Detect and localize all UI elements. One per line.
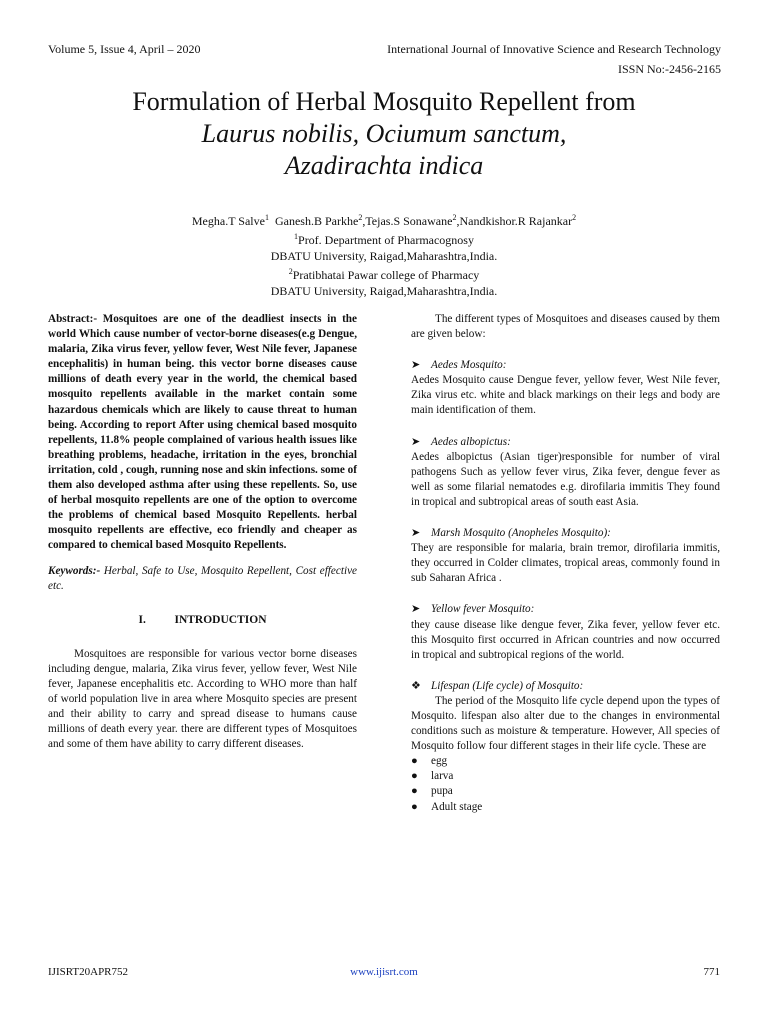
list-item: ● egg	[411, 754, 720, 769]
subheading-lifespan: ❖ Lifespan (Life cycle) of Mosquito:	[411, 679, 720, 694]
list-item: ● Adult stage	[411, 800, 720, 815]
journal-url-link[interactable]: www.ijisrt.com	[350, 966, 418, 978]
section-heading-introduction	[48, 613, 357, 628]
arrow-bullet-icon: ➤	[411, 435, 421, 448]
keywords-text: Herbal, Safe to Use, Mosquito Repellent, Cost effective etc.	[48, 564, 357, 592]
paper-code: IJISRT20APR752	[48, 966, 129, 978]
author-list: Megha.T Salve$^1$ Ganesh.B Parkhe$^2$,Tejas.S Sonawane$^2$,Nandkishor.R Rajankar$^2$	[191, 213, 577, 228]
issn: ISSN No:-2456-2165	[617, 62, 721, 76]
subheading-marsh-mosquito: ➤ Marsh Mosquito (Anopheles Mosquito):	[411, 526, 720, 541]
author-4: ,Nandkishor.R Rajankar	[456, 214, 573, 228]
marsh-mosquito-text: They are responsible for malaria, brain tremor, dirofilaria immitis, they occurred in Colder climates, tropical areas, commonly found in sub Saharan Africa .	[411, 542, 720, 585]
list-item: ● larva	[411, 769, 720, 784]
right-column	[411, 312, 720, 815]
lifespan-text: The period of the Mosquito life cycle depend upon the types of Mosquito. lifespan also alter due to the changes in environmental conditions such as moisture & temperature. However, All species of Mosquito follow four different stages in their life cycle. These are	[411, 694, 720, 753]
keywords	[48, 564, 357, 594]
introduction-paragraph: Mosquitoes are responsible for various vector borne diseases including dengue, malaria, Zika virus fever, yellow fever, West Nile fever, Japanese encephalitis etc. According to WHO more than half of world population live in area where Mosquito species are present and their ability to carry and spread disease to humans cause millions of death every year. there are different types of Mosquitoes and some of them have ability to carry different diseases.	[48, 647, 357, 751]
affiliation-1: $^1$Prof. Department of Pharmacognosy	[294, 232, 474, 247]
affiliation-1-university: DBATU University, Raigad,Maharashtra,India.	[270, 249, 498, 263]
affiliation-2-university: DBATU University, Raigad,Maharashtra,India.	[270, 284, 498, 298]
arrow-bullet-icon: ➤	[411, 603, 421, 616]
bullet-dot-icon: ●	[411, 770, 418, 783]
page-number: 771	[703, 966, 720, 978]
journal-name: International Journal of Innovative Science and Research Technology	[387, 42, 721, 56]
subheading-aedes: ➤ Aedes Mosquito:	[411, 358, 720, 373]
author-3: ,Tejas.S Sonawane	[362, 214, 453, 228]
aedes-albopictus-text: Aedes albopictus (Asian tiger)responsible for number of viral pathogens Such as yellow fever virus, Zika fever, dengue fever as well as some filarial nematodes e.g. dirofilaria immitis They found in tropical and subtropical areas of south east Asia.	[411, 450, 720, 508]
paper-title	[40, 86, 728, 182]
arrow-bullet-icon: ➤	[411, 527, 421, 540]
author-1: Megha.T Salve	[191, 214, 265, 228]
aedes-text: Aedes Mosquito cause Dengue fever, yellow fever, West Nile fever, Zika virus etc. white and black markings on their legs and body are main identification of them.	[411, 374, 720, 417]
keywords-label: Keywords:-	[48, 564, 101, 577]
mosquito-types-intro: The different types of Mosquitoes and diseases caused by them are given below:	[411, 313, 720, 341]
left-column	[48, 312, 357, 752]
diamond-bullet-icon: ❖	[411, 679, 422, 692]
author-block	[40, 210, 728, 299]
life-stage-list	[411, 754, 720, 814]
yellow-fever-text: they cause disease like dengue fever, Zika fever, yellow fever etc. this Mosquito first occurred in African countries and now occurred in tropical and subtropical regions of the world.	[411, 618, 720, 661]
bullet-dot-icon: ●	[411, 800, 418, 813]
list-item: ● pupa	[411, 784, 720, 799]
section-title: INTRODUCTION	[174, 613, 267, 626]
bullet-dot-icon: ●	[411, 785, 418, 798]
subheading-aedes-albopictus: ➤ Aedes albopictus:	[411, 435, 720, 450]
subheading-yellow-fever: ➤ Yellow fever Mosquito:	[411, 602, 720, 617]
abstract: Abstract:- Mosquitoes are one of the deadliest insects in the world Which cause number of vector-borne diseases(e.g Dengue, malaria, Zika virus fever, yellow fever, West Nile fever, Japanese encephalitis) in human being. this vector borne diseases cause millions of death every year in the world, the chemical based mosquito repellents available in the market contain some hazardous chemicals which are likely to cause threat to human being. According to report After using chemical based mosquito repellents, 11.8% people complained of various health issues like breathing problems, headache, irritation in the eyes, bronchial irritation, cold , cough, running nose and skin infections. some of them also developed asthma after using these repellents. So, use of herbal mosquito repellents are one of the option to overcome the problems of chemical based Mosquito Repellents. herbal mosquito repellents are effective, eco friendly and cheaper as compared to chemical based Mosquito Repellents.	[48, 313, 357, 552]
title-line-3: Azadirachta indica	[284, 151, 484, 180]
section-number: I.	[138, 613, 146, 626]
bullet-dot-icon: ●	[411, 755, 418, 768]
arrow-bullet-icon: ➤	[411, 359, 421, 372]
title-line-2: Laurus nobilis, Ociumum sanctum,	[201, 119, 567, 148]
affiliation-2: $^2$Pratibhatai Pawar college of Pharmacy	[288, 267, 480, 282]
volume-issue: Volume 5, Issue 4, April – 2020	[48, 42, 201, 56]
author-2: Ganesh.B Parkhe	[274, 214, 359, 228]
title-line-1: Formulation of Herbal Mosquito Repellent from	[132, 87, 636, 116]
